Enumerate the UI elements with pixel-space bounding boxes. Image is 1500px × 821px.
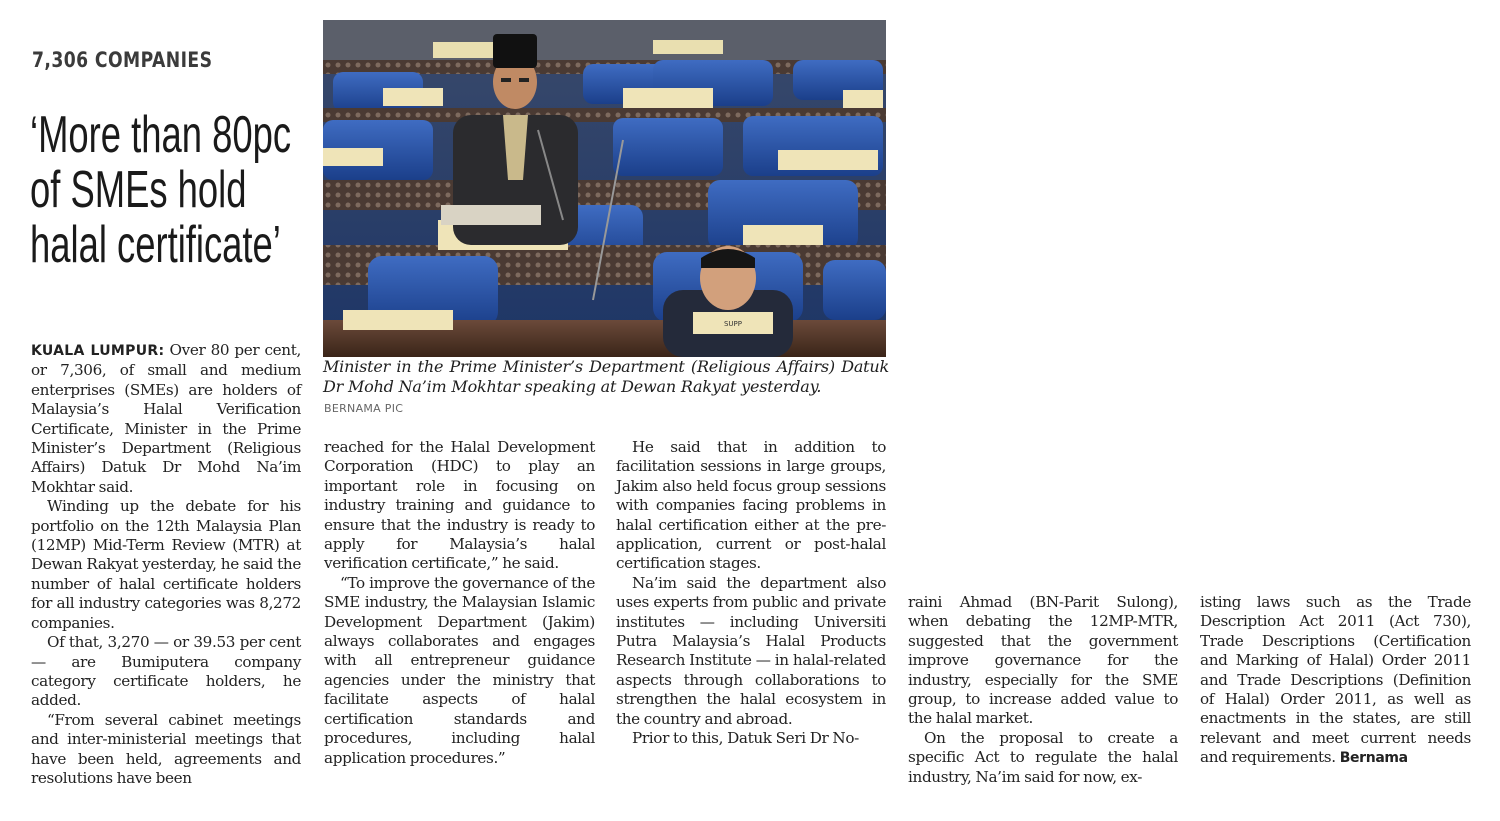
- paragraph: [1200, 593, 1471, 769]
- paragraph: Winding up the debate for his portfolio on the 12th Malaysia Plan (12MP) Mid-Term Review (MTR) at Dewan Rakyat yesterday, he said the number of halal certificate holders for all industry categories was 8,272 companies.: [31, 497, 301, 632]
- photo-caption: Minister in the Prime Minister’s Department (Religious Affairs) Datuk Dr Mohd Na’im Mokhtar speaking at Dewan Rakyat yesterday.: [323, 357, 889, 396]
- paragraph: “From several cabinet meetings and inter-ministerial meetings that have been held, agreements and resolutions have been: [31, 710, 301, 787]
- kicker: 7,306 COMPANIES: [32, 48, 213, 72]
- lead-paragraph: [31, 341, 301, 497]
- dateline: KUALA LUMPUR:: [31, 343, 165, 359]
- parliament-photo-illustration: [323, 20, 886, 357]
- paragraph: Of that, 3,270 — or 39.53 per cent — are Bumiputera company category certificate holders, he added.: [31, 633, 301, 710]
- column-3: [616, 438, 886, 749]
- nameplate-text: SUPP: [723, 320, 743, 328]
- column-4: [908, 593, 1178, 787]
- paragraph-text: Over 80 per cent, or 7,306, of small and medium enterprises (SMEs) are holders of Malaysia’s Halal Verification Certificate, Minister in the Prime Minister’s Department (Religious Affairs) Datuk Dr Mohd Na’im Mokhtar said.: [31, 341, 301, 496]
- paragraph: raini Ahmad (BN-Parit Sulong), when debating the 12MP-MTR, suggested that the government improve governance for the industry, especially for the SME group, to increase added value to the halal market.: [908, 593, 1178, 728]
- headline: ‘More than 80pc of SMEs hold halal certificate’: [30, 106, 292, 274]
- paragraph: Prior to this, Datuk Seri Dr No-: [632, 729, 859, 748]
- paragraph: reached for the Halal Development Corporation (HDC) to play an important role in focusing on industry training and guidance to ensure that the industry is ready to apply for Malaysia’s halal verification certificate,” he said.: [324, 438, 595, 573]
- paragraph-text: isting laws such as the Trade Description Act 2011 (Act 730), Trade Descriptions (Certification and Marking of Halal) Order 2011 and Trade Descriptions (Definition of Halal) Order 2011, as well as enactments in the states, are still relevant and meet current needs and requirements.: [1200, 593, 1471, 767]
- column-2: [324, 438, 595, 768]
- photo-credit: BERNAMA PIC: [324, 402, 404, 415]
- paragraph: He said that in addition to facilitation sessions in large groups, Jakim also held focus group sessions with companies facing problems in halal certification either at the pre-application, current or post-halal certification stages.: [616, 438, 886, 573]
- paragraph: “To improve the governance of the SME industry, the Malaysian Islamic Development Department (Jakim) always collaborates and engages with all entrepreneur guidance agencies under the ministry that facilitate aspects of halal certification standards and procedures, including halal application procedures.”: [324, 573, 595, 767]
- byline: Bernama: [1339, 750, 1408, 767]
- news-photo: [323, 20, 886, 357]
- column-5: [1200, 593, 1471, 769]
- paragraph: On the proposal to create a specific Act to regulate the halal industry, Na’im said for now, ex-: [908, 728, 1178, 786]
- paragraph: Na’im said the department also uses experts from public and private institutes — including Universiti Putra Malaysia’s Halal Products Research Institute — in halal-related aspects through collaborations to strengthen the halal ecosystem in the country and abroad.: [616, 573, 886, 728]
- column-1: [31, 341, 301, 788]
